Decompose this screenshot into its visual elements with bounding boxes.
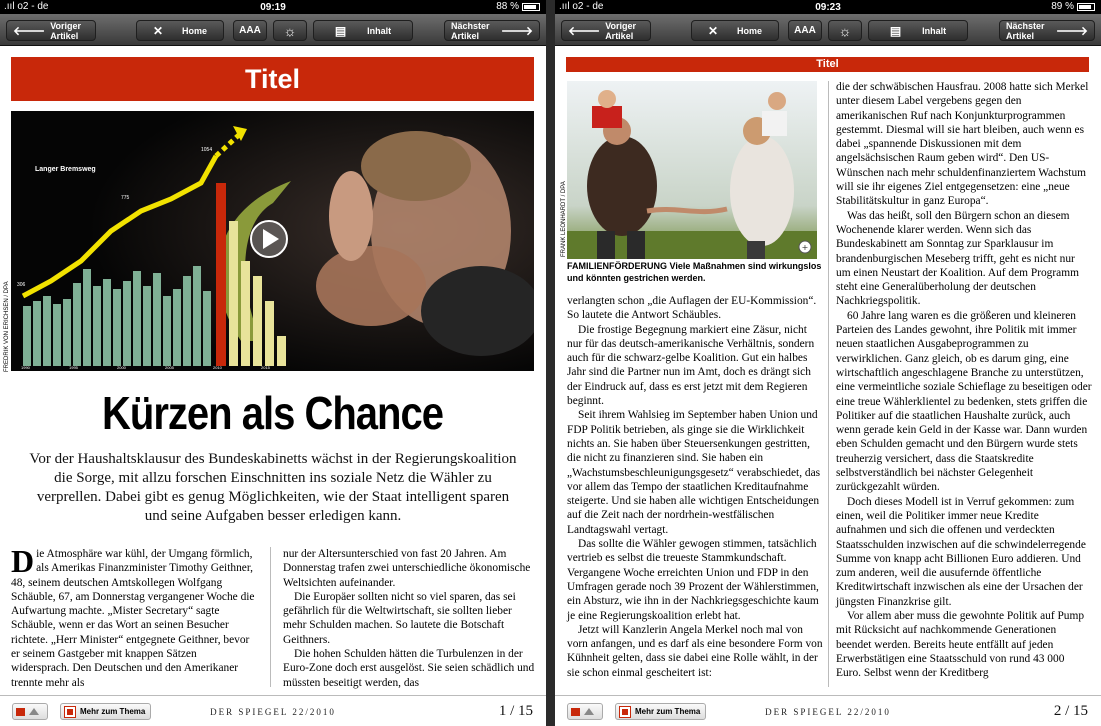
status-time: 09:19 xyxy=(260,1,286,13)
carrier-signal: .ııl o2 - de xyxy=(4,1,49,12)
contents-button[interactable] xyxy=(313,20,413,41)
article-teaser: Vor der Haushaltsklausur des Bundeskabinetts wächst in der Regierungskoalition die Sorge, mit allzu forschen Einschnitten ins soziale Netz die Wähler zu verprellen. Dabei gibt es genug Möglichkeiten, wie der Staat intelligent sparen und seine Aufgaben besser erledigen kann. xyxy=(29,451,517,524)
article-column-b xyxy=(836,80,1092,680)
year-tick: 1990 xyxy=(21,365,30,370)
reader-footer xyxy=(0,695,546,726)
status-time: 09:23 xyxy=(815,1,841,13)
infographic-title: Langer Bremsweg xyxy=(35,166,96,173)
page-number: 2 / 15 xyxy=(1053,703,1088,719)
home-label: Home xyxy=(182,25,208,36)
font-size-button[interactable] xyxy=(788,20,822,41)
font-size-button[interactable] xyxy=(233,20,267,41)
status-bar xyxy=(0,0,546,14)
close-icon: ✕ xyxy=(152,23,164,38)
section-banner: Titel xyxy=(11,57,534,101)
reader-page-right xyxy=(555,0,1101,726)
paragraph: Seit ihrem Wahlsieg im September haben Union und FDP Politik betrieben, als ginge sie die Wirklichkeit nichts an. Sie haben über Steuersenkungen gestritten, die nicht zu finanzieren sind. Sie haben ein „Wachstumsbeschleunigungsgesetz“ verabschiedet, das vor allem das Tempo der staatlichen Kreditaufnahme steigerte. Und sie haben alle wichtigen Entscheidungen auf die Zeit nach der nordrhein-westfälischen Landtagswahl vertagt. xyxy=(567,409,821,536)
paragraph: Was das heißt, soll den Bürgern schon an diesem Wochenende klarer werden. Wenn sich das Bundeskabinett am Sonntag zur Sparklausur im brandenburgischen Meseberg trifft, geht es nicht nur um einen Neustart der Koalition. Auf dem Programm steht eine Generalüberholung der deutschen Nachkriegspolitik. xyxy=(836,209,1079,308)
magazine-issue: DER SPIEGEL 22/2010 xyxy=(210,707,336,717)
photo-caption xyxy=(567,260,822,284)
battery-percent: 88 % xyxy=(496,1,519,12)
paragraph: Die frostige Begegnung markiert eine Zäsur, nicht nur für das deutsch-amerikanische Verhältnis, sondern auch für die schwarz-gelbe Koalition. Gut ein halbes Jahr sind die Partner nun im Amt, doch es drängt sich der Eindruck auf, dass es erst jetzt mit dem Regieren beginnt. xyxy=(567,323,815,408)
paragraph: Vor allem aber muss die gewohnte Politik auf Pump mit Rücksicht auf nachkommende Generationen beendet werden. Bereits heute entfällt auf jeden Erwerbstätigen eine Staatsschuld von rund 43 000 Euro. Selbst wenn der Kreditberg xyxy=(836,609,1085,680)
related-topics-label: Mehr zum Thema xyxy=(635,707,701,716)
paragraph: Doch dieses Modell ist in Verruf gekommen: zum einen, weil die Politiker immer neue Kredite aufnahmen und sich die offenen und verdeckten Staatsschulden inzwischen auf die schwindelerregende Summe von knapp acht Billionen Euro addieren. Und zum anderen, weil die ausufernde öffentliche Kreditwirtschaft inzwischen als eine der Ursachen der jüngsten Finanzkrise gilt. xyxy=(836,495,1086,608)
battery-icon xyxy=(522,3,540,11)
reader-toolbar xyxy=(555,14,1101,46)
carrier-signal: .ııl o2 - de xyxy=(559,1,604,12)
document-icon: ▤ xyxy=(889,23,902,38)
contents-label: Inhalt xyxy=(922,25,947,36)
previous-article-button[interactable] xyxy=(561,20,651,41)
related-topics-label: Mehr zum Thema xyxy=(80,707,146,716)
year-tick: 2000 xyxy=(117,365,126,370)
paragraph: nur der Altersunterschied von fast 20 Jahren. Am Donnerstag trafen zwei unterschiedliche ökonomische Weltsichten aufeinander. xyxy=(283,548,531,589)
brightness-button[interactable] xyxy=(828,20,862,41)
contents-button[interactable] xyxy=(868,20,968,41)
infographic-value-1054: 1054 xyxy=(201,147,213,153)
previous-article-label: Voriger Artikel xyxy=(605,20,637,41)
year-tick: 2005 xyxy=(165,365,174,370)
column-divider xyxy=(828,81,829,687)
paragraph: 60 Jahre lang waren es die größeren und kleineren Parteien des Landes gewohnt, ihre Politik mit immer neuen staatlichen Ausgabeprogrammen zu verwirklichen. Ganz gleich, ob es darum ging, eine wirtschaftlich angeschlagene Branche zu unterstützen, eine vermeintliche soziale Schieflage zu beseitigen oder eine treue Wählerklientel zu bedenken, stets griffen die Politiker auf die staatlichen Haushalte zurück, auch wenn gerade kein Geld in der Kasse war. Dann wurden eben Schulden gemacht und den Bürgern wurde stets treuherzig versichert, dass die Staatskredite selbstverständlich bei nächster Gelegenheit zurückgezahlt würden. xyxy=(836,309,1092,494)
year-tick: 2015 xyxy=(261,365,270,370)
home-button[interactable] xyxy=(691,20,779,41)
year-tick: 2010 xyxy=(213,365,222,370)
paragraph: Jetzt will Kanzlerin Angela Merkel noch mal von vorn anfangen, und es darf als eine besondere Form von Kühnheit gelten, dass sie dabei eine Rolle wählt, in der sie schon einmal gescheitert ist: xyxy=(567,623,823,679)
brightness-button[interactable] xyxy=(273,20,307,41)
article-column-1 xyxy=(11,543,258,690)
magazine-issue: DER SPIEGEL 22/2010 xyxy=(765,707,891,717)
next-article-button[interactable] xyxy=(444,20,540,41)
status-bar xyxy=(555,0,1101,14)
arrow-left-icon: 🡐 xyxy=(568,24,601,38)
home-button[interactable] xyxy=(136,20,224,41)
caption-label: FAMILIENFÖRDERUNG xyxy=(567,261,667,271)
reader-footer xyxy=(555,695,1101,726)
battery-indicator xyxy=(496,1,540,12)
previous-article-button[interactable] xyxy=(6,20,96,41)
paragraph: die der schwäbischen Hausfrau. 2008 hatte sich Merkel unter diesem Label vergebens gegen den amerikanischen Ruf nach Konjunkturprogrammen gestemmt. Diesmal will sie hart bleiben, auch wenn es dabei „spannende Diskussionen mit dem angelsächsischen Raum geben wird“. Den US-Wünschen nach mehr schuldenfinanziertem Wachstum will sie ihr eigenes Ziel entgegensetzen: eine „neue Stabilitätskultur in ganz Europa“. xyxy=(836,81,1089,208)
article-photo[interactable] xyxy=(567,81,817,259)
zoom-icon[interactable]: + xyxy=(801,243,809,252)
battery-indicator xyxy=(1051,1,1095,12)
paragraph: ie Atmosphäre war kühl, der Umgang förmlich, als Amerikas Finanzminister Timothy Geithner, 48, seinem deutschen Amtskollegen Wolfgang Schäuble, 67, am Donnerstag vergangener Woche die Aufwartung machte. „Mister Secretary“ sagte Schäuble, wenn er das Wort an seinen Besucher richtete. „Herr Minister“ entgegnete Geithner, bevor er seinem Gastgeber mit knappen Sätzen widersprach. Den Deutschen und den Amerikaner trennte mehr als xyxy=(11,548,255,689)
column-divider xyxy=(270,547,271,687)
infographic-value-306: 306 xyxy=(17,282,26,288)
section-banner: Titel xyxy=(566,57,1089,72)
paragraph: Das sollte die Wähler gewogen stimmen, tatsächlich vertrieb es selbst die treueste Stammkundschaft. Vergangene Woche erreichten Union und FDP in den Umfragen gerade noch 39 Prozent der Wählerstimmen, ein Absturz, wie ihn in der Nachkriegsgeschichte kaum je eine Regierungskoalition erlebt hat. xyxy=(567,538,819,622)
article-column-a xyxy=(567,294,824,680)
infographic-value-775: 775 xyxy=(121,195,130,201)
hero-image[interactable] xyxy=(11,111,534,371)
photo-credit: FREDRIK VON ERICHSEN / DPA xyxy=(4,281,10,372)
year-tick: 1995 xyxy=(69,365,78,370)
home-label: Home xyxy=(737,25,763,36)
paragraph: Die hohen Schulden hätten die Turbulenzen in der Euro-Zone doch erst ausgelöst. Sie seien schädlich und müssten beseitigt werden, das xyxy=(283,648,535,689)
paragraph: verlangten schon „die Auflagen der EU-Kommission“. So lautete die Antwort Schäubles. xyxy=(567,295,817,322)
debt-infographic xyxy=(11,111,534,371)
reader-toolbar xyxy=(0,14,546,46)
caption-text: Viele Maßnahmen sind wirkungslos und könnten gestrichen werden. xyxy=(567,261,822,283)
arrow-left-icon: 🡐 xyxy=(13,24,46,38)
close-icon: ✕ xyxy=(707,23,719,38)
page-gap xyxy=(546,0,555,726)
paragraph: Die Europäer sollten nicht so viel sparen, das sei gefährlich für die Weltwirtschaft, sie sollten lieber mehr Schulden machen. So lautete die Botschaft Geithners. xyxy=(283,590,516,646)
article-content xyxy=(555,47,1101,693)
contents-label: Inhalt xyxy=(367,25,392,36)
battery-percent: 89 % xyxy=(1051,1,1074,12)
page-number: 1 / 15 xyxy=(498,703,533,719)
reader-page-left xyxy=(0,0,546,726)
article-headline: Kürzen als Chance xyxy=(102,388,443,440)
font-size-icon: AAA xyxy=(239,25,261,36)
drop-cap: D xyxy=(11,543,35,579)
previous-article-label: Voriger Artikel xyxy=(50,20,82,41)
sun-icon: ☼ xyxy=(283,22,297,39)
font-size-icon: AAA xyxy=(794,25,816,36)
arrow-right-icon: 🡒 xyxy=(500,24,533,38)
article-content xyxy=(0,47,546,693)
photo-credit: FRANK LEONHARDT / DPA xyxy=(561,181,567,257)
article-column-2 xyxy=(283,547,535,690)
next-article-button[interactable] xyxy=(999,20,1095,41)
sun-icon: ☼ xyxy=(838,22,852,39)
family-photo xyxy=(567,81,817,259)
document-icon: ▤ xyxy=(334,23,347,38)
next-article-label: Nächster Artikel xyxy=(1006,20,1045,41)
arrow-right-icon: 🡒 xyxy=(1055,24,1088,38)
battery-icon xyxy=(1077,3,1095,11)
next-article-label: Nächster Artikel xyxy=(451,20,490,41)
